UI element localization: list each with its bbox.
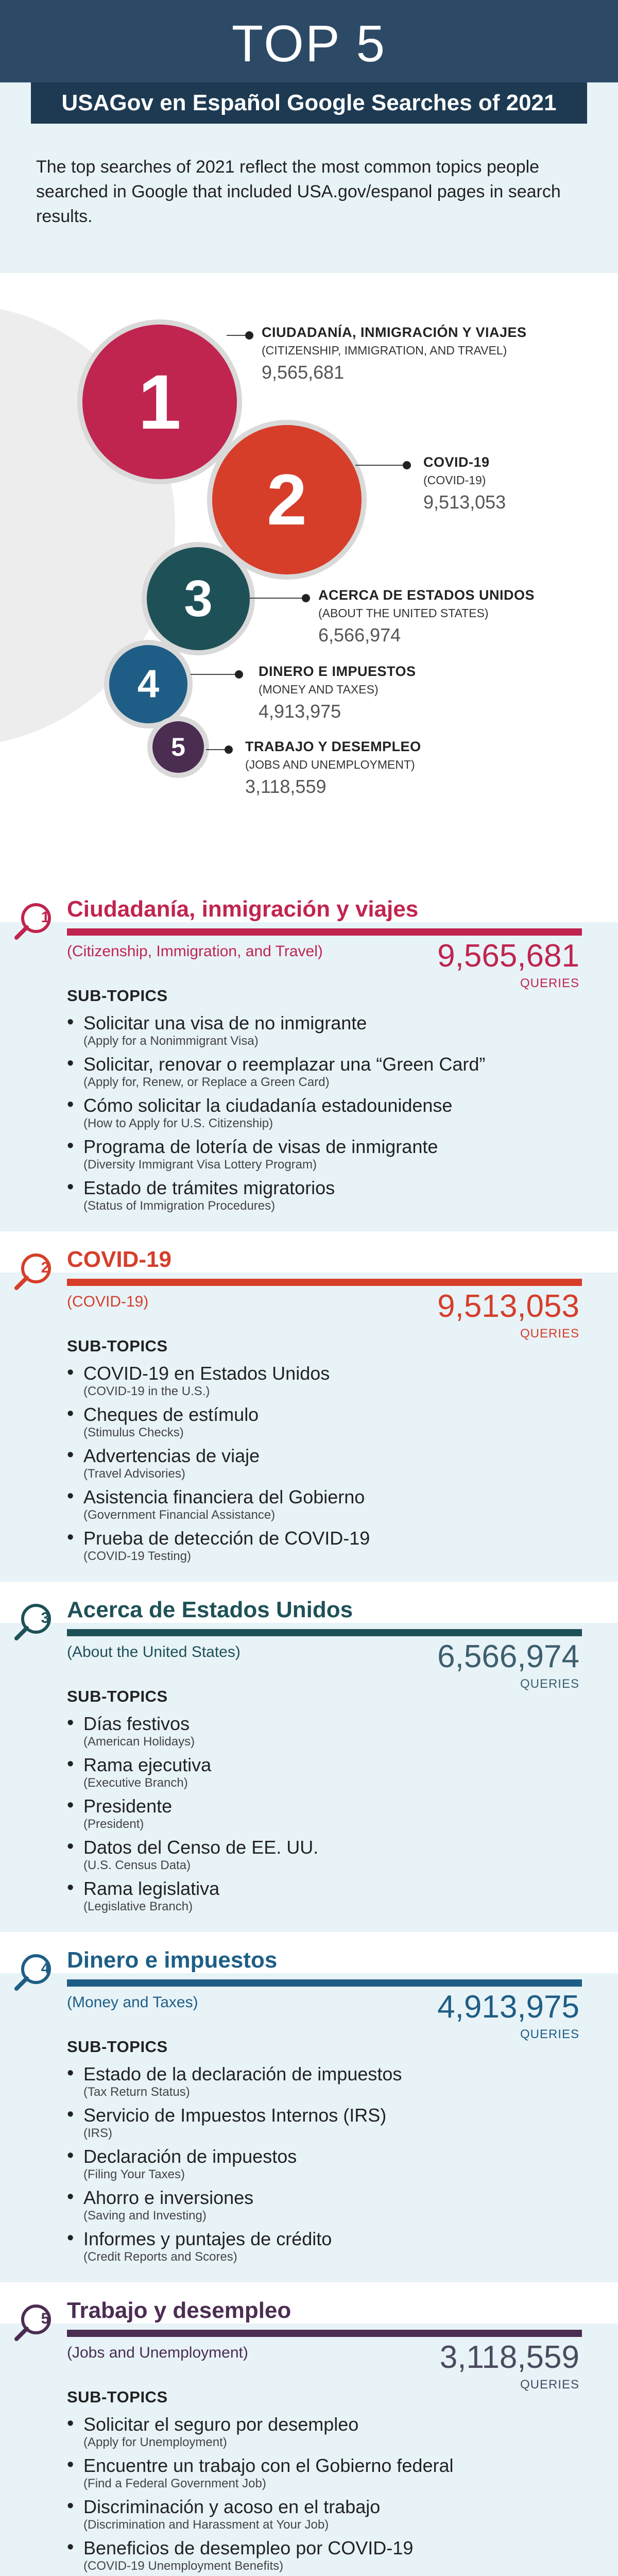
subtopic-es: • Estado de la declaración de impuestos bbox=[83, 2063, 402, 2084]
subtopic-en: (Discrimination and Harassment at Your Job) bbox=[83, 2518, 329, 2532]
subtopics-heading: SUB-TOPICS bbox=[67, 1337, 168, 1355]
section-number: 5 bbox=[41, 2310, 50, 2327]
section-rule bbox=[67, 1279, 582, 1286]
subtopic-item bbox=[67, 1795, 572, 1837]
subtopic-es: • Programa de lotería de visas de inmigrante bbox=[83, 1136, 438, 1157]
subtopic-item bbox=[67, 2105, 572, 2146]
subtopic-item bbox=[67, 2063, 572, 2105]
rank-dot-4 bbox=[235, 670, 243, 679]
section-title: Dinero e impuestos bbox=[67, 1947, 278, 1973]
rank-sub-3: (ABOUT THE UNITED STATES) bbox=[318, 606, 489, 620]
rank-label-4 bbox=[259, 664, 416, 722]
queries-label: QUERIES bbox=[520, 976, 579, 990]
subtopic-en: (President) bbox=[83, 1817, 144, 1831]
subtopic-en: (Diversity Immigrant Visa Lottery Program) bbox=[83, 1158, 317, 1172]
section-title: Acerca de Estados Unidos bbox=[67, 1597, 353, 1622]
subtopic-en: (Stimulus Checks) bbox=[83, 1426, 184, 1439]
subtopic-en: (COVID-19 in the U.S.) bbox=[83, 1384, 210, 1398]
queries-label: QUERIES bbox=[520, 1327, 579, 1341]
subtopic-es: • Beneficios de desempleo por COVID-19 bbox=[83, 2537, 414, 2558]
queries-label: QUERIES bbox=[520, 1677, 579, 1691]
subtopic-es: • Prueba de detección de COVID-19 bbox=[83, 1528, 370, 1549]
section-number: 4 bbox=[41, 1960, 50, 1977]
rank-circle-2: 2 bbox=[212, 425, 362, 574]
rank-count-5: 3,118,559 bbox=[245, 776, 327, 797]
rank-dot-1 bbox=[245, 331, 253, 340]
rank-count-2: 9,513,053 bbox=[423, 492, 506, 513]
rank-label-5 bbox=[245, 739, 421, 798]
subtopic-es: • Solicitar, renovar o reemplazar una “Green Card” bbox=[83, 1054, 486, 1075]
rank-dot-2 bbox=[403, 461, 411, 469]
section-query-count: 9,565,681 bbox=[437, 938, 579, 974]
subtopic-item bbox=[67, 1445, 572, 1486]
section-subtitle: (Money and Taxes) bbox=[67, 1994, 198, 2011]
subtopic-es: • Ahorro e inversiones bbox=[83, 2187, 254, 2208]
subtopic-es: • Encuentre un trabajo con el Gobierno federal bbox=[83, 2455, 454, 2476]
intro-text: The top searches of 2021 reflect the most common topics people searched in Google that included USA.gov/espanol pages in search results. bbox=[36, 157, 561, 226]
subtopic-en: (Government Financial Assistance) bbox=[83, 1508, 276, 1522]
rank-count-3: 6,566,974 bbox=[318, 624, 401, 646]
subtopic-es: • Informes y puntajes de crédito bbox=[83, 2228, 332, 2249]
rank-connector-4 bbox=[191, 674, 237, 675]
subtopic-item bbox=[67, 1363, 572, 1404]
rank-dot-3 bbox=[302, 594, 310, 602]
subtopics-heading: SUB-TOPICS bbox=[67, 1687, 168, 1705]
subtopic-es: • Asistencia financiera del Gobierno bbox=[83, 1486, 365, 1507]
subtopic-item bbox=[67, 1177, 572, 1218]
subtopics-list bbox=[67, 1012, 572, 1218]
subtopic-es: • Declaración de impuestos bbox=[83, 2146, 297, 2167]
subtopic-es: • Datos del Censo de EE. UU. bbox=[83, 1837, 319, 1858]
subtopic-es: • Cheques de estímulo bbox=[83, 1404, 259, 1425]
section-subtitle: (COVID-19) bbox=[67, 1293, 149, 1310]
subtopic-item bbox=[67, 2228, 572, 2269]
rank-sub-4: (MONEY AND TAXES) bbox=[259, 683, 379, 696]
subtopic-es: • Presidente bbox=[83, 1795, 173, 1817]
rank-circle-5: 5 bbox=[152, 721, 204, 773]
rank-label-2 bbox=[423, 454, 506, 513]
queries-label: QUERIES bbox=[520, 2378, 579, 2392]
rank-count-4: 4,913,975 bbox=[259, 701, 341, 722]
rank-connector-3 bbox=[247, 598, 304, 599]
subtopic-item bbox=[67, 1878, 572, 1919]
subtopic-en: (COVID-19 Testing) bbox=[83, 1549, 191, 1563]
subtopic-en: (IRS) bbox=[83, 2126, 112, 2140]
section-rule bbox=[67, 2330, 582, 2337]
rank-connector-1 bbox=[227, 335, 247, 336]
section-query-count: 6,566,974 bbox=[437, 1639, 579, 1674]
section-number: 2 bbox=[41, 1259, 50, 1276]
subtopic-item bbox=[67, 2187, 572, 2228]
subtopic-es: • Solicitar una visa de no inmigrante bbox=[83, 1012, 367, 1033]
section-subtitle: (Jobs and Unemployment) bbox=[67, 2344, 248, 2361]
subtopic-en: (Credit Reports and Scores) bbox=[83, 2250, 237, 2264]
subtopic-en: (Tax Return Status) bbox=[83, 2085, 190, 2099]
rank-circle-3: 3 bbox=[147, 547, 250, 650]
subtopic-item bbox=[67, 2496, 572, 2537]
subtitle-banner: USAGov en Español Google Searches of 2021 bbox=[31, 82, 587, 124]
section-rule bbox=[67, 928, 582, 936]
rank-sub-5: (JOBS AND UNEMPLOYMENT) bbox=[245, 758, 415, 771]
subtopic-es: • Rama legislativa bbox=[83, 1878, 220, 1899]
rank-name-2: COVID-19 bbox=[423, 454, 490, 470]
section-rule bbox=[67, 1979, 582, 1987]
section-title: Ciudadanía, inmigración y viajes bbox=[67, 896, 419, 922]
subtopics-heading: SUB-TOPICS bbox=[67, 987, 168, 1005]
subtopic-item bbox=[67, 1754, 572, 1795]
subtopic-item bbox=[67, 1486, 572, 1528]
subtopics-list bbox=[67, 2414, 572, 2576]
rank-name-4: DINERO E IMPUESTOS bbox=[259, 664, 416, 679]
subtopic-item bbox=[67, 1054, 572, 1095]
subtopics-list bbox=[67, 2063, 572, 2269]
subtopic-item bbox=[67, 1837, 572, 1878]
subtopic-item bbox=[67, 2455, 572, 2496]
section-subtitle: (Citizenship, Immigration, and Travel) bbox=[67, 943, 323, 960]
subtopic-en: (Filing Your Taxes) bbox=[83, 2167, 185, 2181]
subtopic-es: • Discriminación y acoso en el trabajo bbox=[83, 2496, 381, 2517]
topic-section-5 bbox=[0, 2272, 618, 2576]
rank-label-1 bbox=[262, 325, 527, 383]
subtopic-en: (Legislative Branch) bbox=[83, 1900, 193, 1913]
subtopic-es: • Servicio de Impuestos Internos (IRS) bbox=[83, 2105, 387, 2126]
subtopic-es: • Cómo solicitar la ciudadanía estadounidense bbox=[83, 1095, 453, 1116]
section-number: 3 bbox=[41, 1609, 50, 1626]
rank-sub-1: (CITIZENSHIP, IMMIGRATION, AND TRAVEL) bbox=[262, 344, 507, 357]
subtopic-item bbox=[67, 1012, 572, 1054]
rank-name-3: ACERCA DE ESTADOS UNIDOS bbox=[318, 587, 535, 603]
ranking-graphic bbox=[0, 273, 618, 860]
subtopic-es: • Días festivos bbox=[83, 1713, 190, 1734]
subtopic-en: (Apply for Unemployment) bbox=[83, 2435, 227, 2449]
section-number: 1 bbox=[41, 909, 50, 926]
subtopic-en: (Travel Advisories) bbox=[83, 1467, 185, 1481]
subtopic-en: (Find a Federal Government Job) bbox=[83, 2477, 266, 2490]
rank-name-1: CIUDADANÍA, INMIGRACIÓN Y VIAJES bbox=[262, 325, 527, 340]
rank-connector-5 bbox=[206, 749, 227, 750]
subtopic-en: (Status of Immigration Procedures) bbox=[83, 1199, 276, 1213]
rank-circle-1: 1 bbox=[82, 325, 237, 479]
subtopic-item bbox=[67, 2146, 572, 2187]
subtopic-item bbox=[67, 1404, 572, 1445]
subtopics-heading: SUB-TOPICS bbox=[67, 2388, 168, 2406]
subtopic-es: • Advertencias de viaje bbox=[83, 1445, 260, 1466]
subtopic-item bbox=[67, 1095, 572, 1136]
topic-section-4 bbox=[0, 1922, 618, 2272]
subtopic-item bbox=[67, 1713, 572, 1754]
topic-section-2 bbox=[0, 1221, 618, 1571]
subtopic-es: • Rama ejecutiva bbox=[83, 1754, 212, 1775]
subtopic-item bbox=[67, 1528, 572, 1569]
subtopic-es: • Solicitar el seguro por desempleo bbox=[83, 2414, 359, 2435]
rank-sub-2: (COVID-19) bbox=[423, 473, 486, 487]
rank-connector-2 bbox=[355, 465, 405, 466]
subtopic-en: (Apply for a Nonimmigrant Visa) bbox=[83, 1034, 259, 1048]
subtopic-en: (Executive Branch) bbox=[83, 1776, 188, 1790]
rank-dot-5 bbox=[225, 745, 233, 754]
section-query-count: 4,913,975 bbox=[437, 1989, 579, 2025]
page-title: TOP 5 bbox=[231, 15, 387, 73]
subtopic-es: • Estado de trámites migratorios bbox=[83, 1177, 335, 1198]
queries-label: QUERIES bbox=[520, 2027, 579, 2041]
subtopics-list bbox=[67, 1363, 572, 1569]
topic-section-3 bbox=[0, 1571, 618, 1922]
section-query-count: 3,118,559 bbox=[439, 2340, 579, 2375]
section-title: Trabajo y desempleo bbox=[67, 2298, 291, 2323]
subtopic-en: (American Holidays) bbox=[83, 1735, 195, 1749]
subtopic-es: • COVID-19 en Estados Unidos bbox=[83, 1363, 330, 1384]
subtopic-en: (Saving and Investing) bbox=[83, 2209, 207, 2223]
section-rule bbox=[67, 1629, 582, 1636]
section-title: COVID-19 bbox=[67, 1247, 171, 1272]
subtopics-list bbox=[67, 1713, 572, 1919]
section-subtitle: (About the United States) bbox=[67, 1643, 241, 1660]
subtopic-item bbox=[67, 2537, 572, 2576]
section-query-count: 9,513,053 bbox=[437, 1289, 579, 1324]
subtopic-en: (Apply for, Renew, or Replace a Green Card) bbox=[83, 1075, 330, 1089]
subtopic-en: (COVID-19 Unemployment Benefits) bbox=[83, 2559, 284, 2573]
topic-section-1 bbox=[0, 871, 618, 1221]
subtopic-item bbox=[67, 1136, 572, 1177]
subtopic-en: (How to Apply for U.S. Citizenship) bbox=[83, 1116, 273, 1130]
rank-circle-4: 4 bbox=[109, 645, 187, 723]
rank-name-5: TRABAJO Y DESEMPLEO bbox=[245, 739, 421, 754]
subtopics-heading: SUB-TOPICS bbox=[67, 2038, 168, 2056]
rank-label-3 bbox=[318, 587, 535, 646]
subtopic-item bbox=[67, 2414, 572, 2455]
subtopic-en: (U.S. Census Data) bbox=[83, 1858, 191, 1872]
rank-count-1: 9,565,681 bbox=[262, 362, 345, 383]
